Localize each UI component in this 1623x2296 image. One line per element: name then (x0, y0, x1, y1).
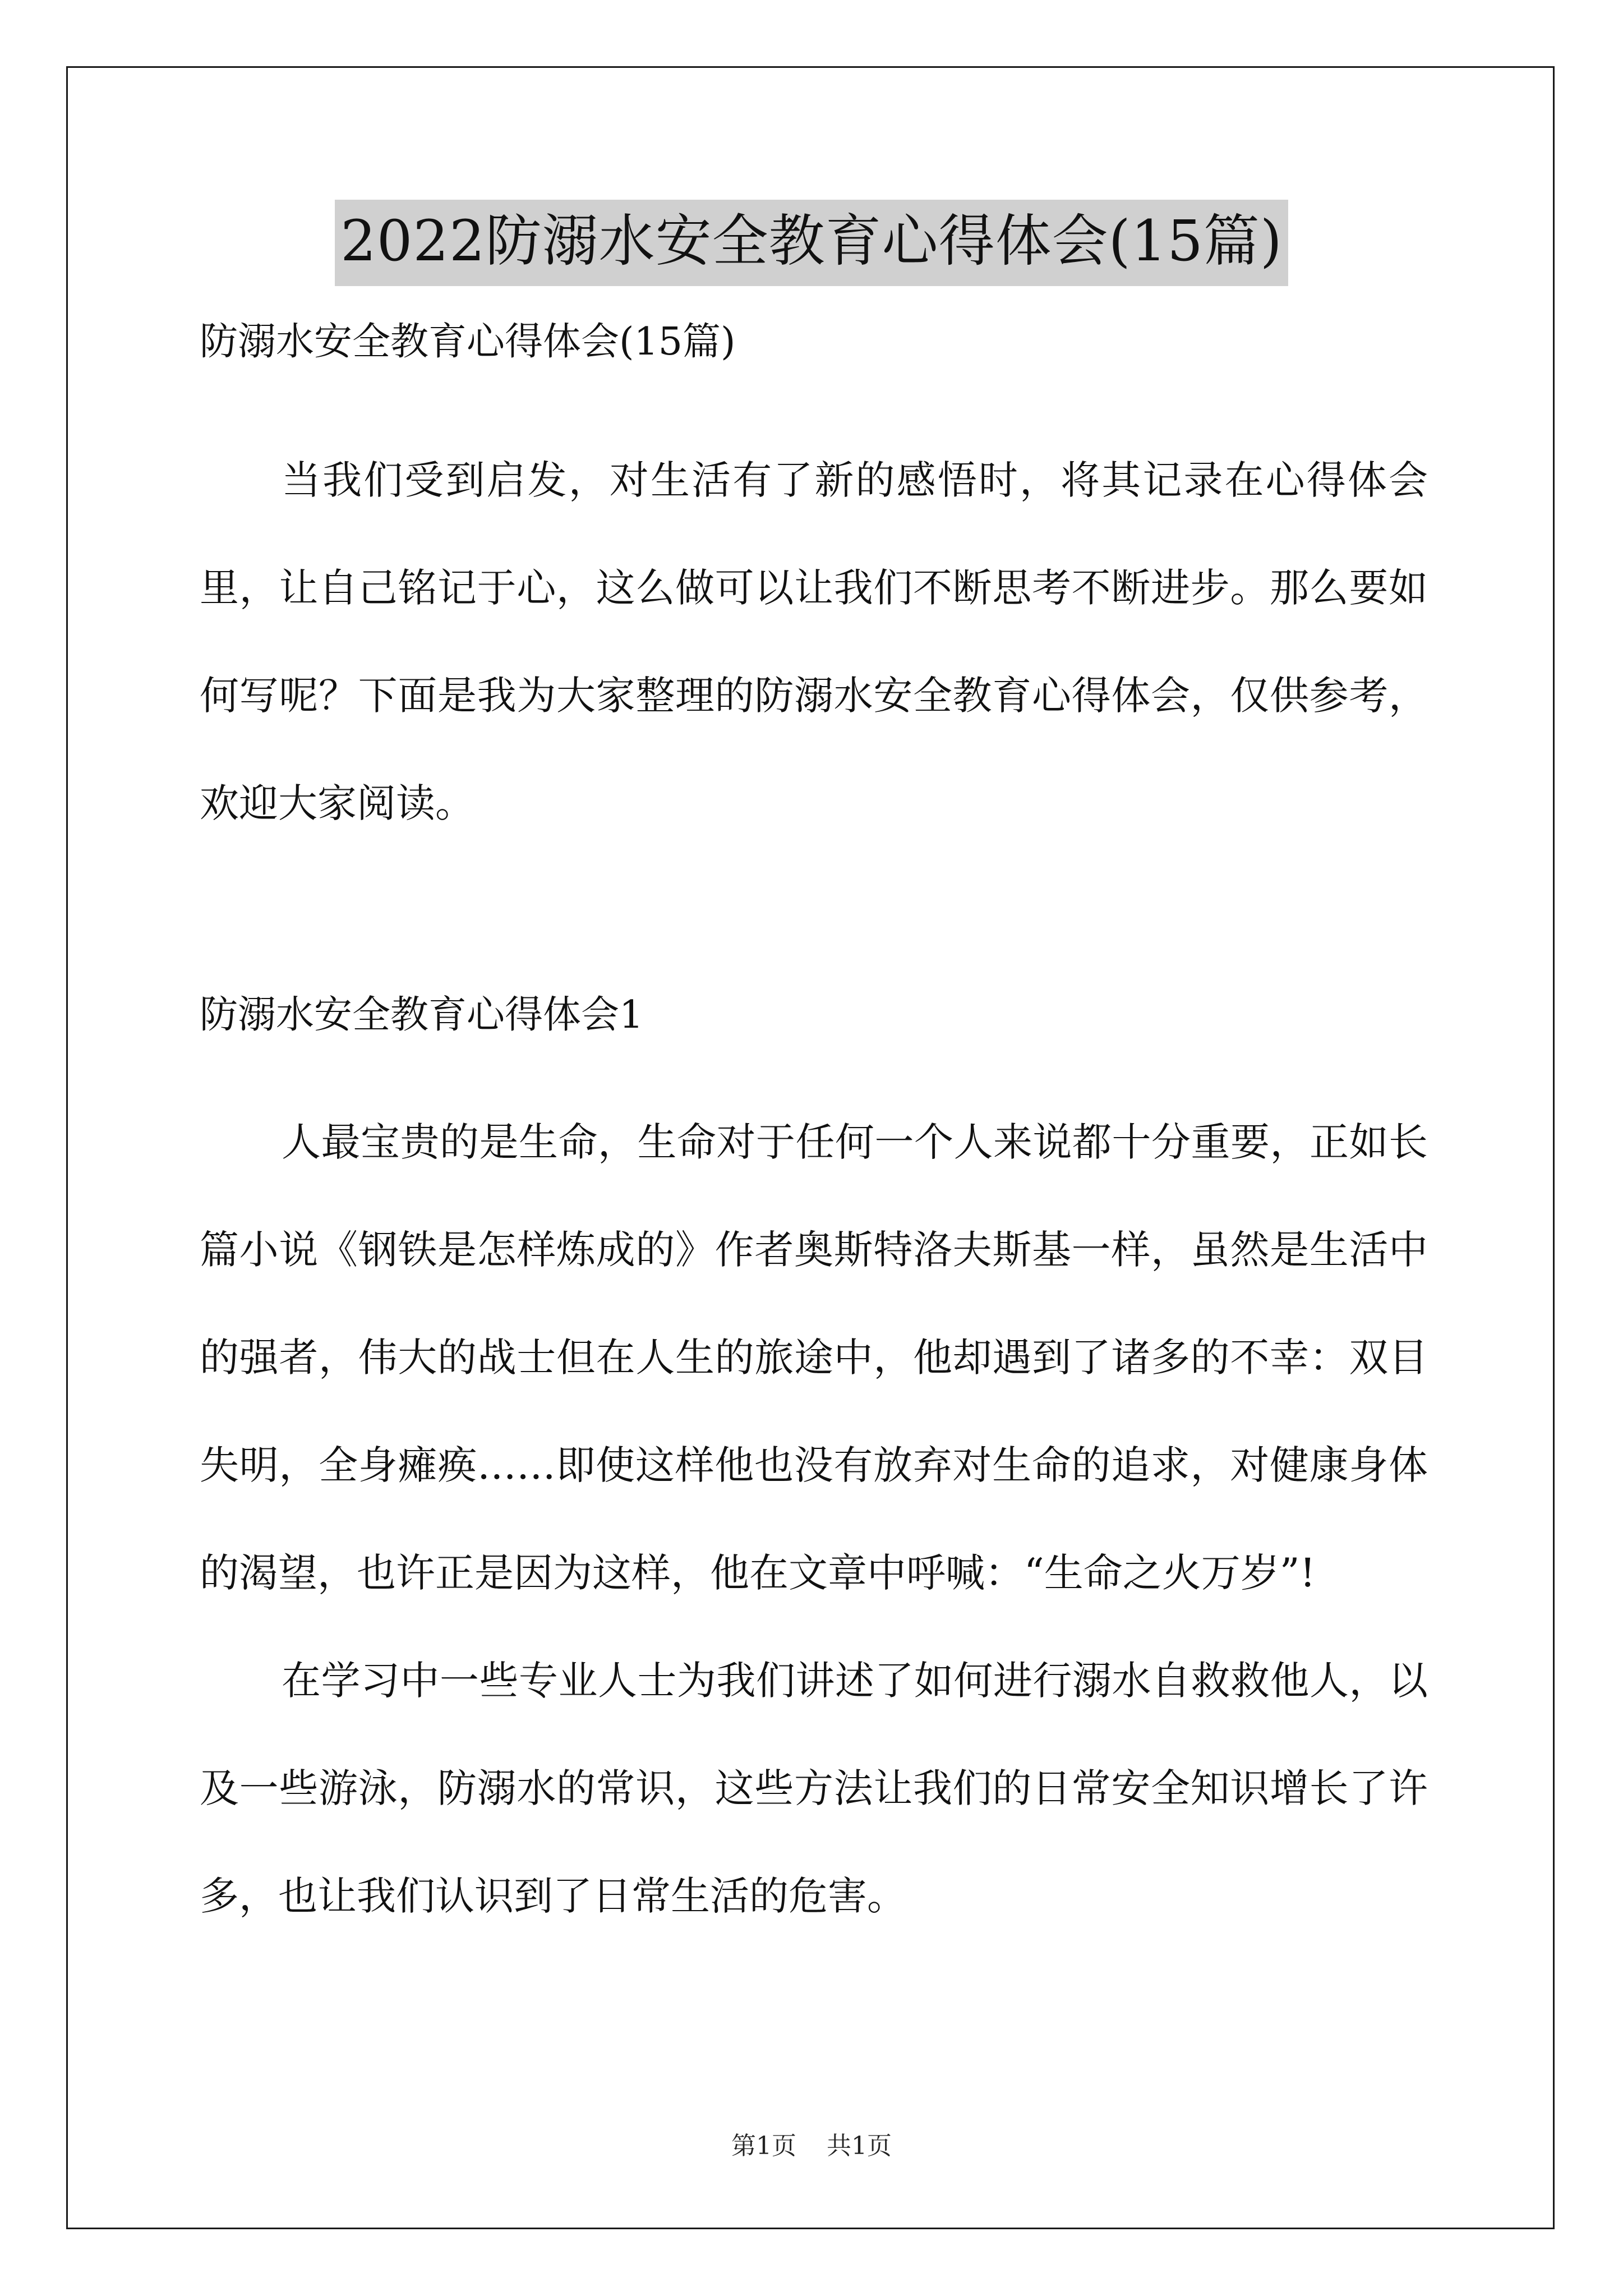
body-paragraph: 在学习中一些专业人士为我们讲述了如何进行溺水自救救他人，以及一些游泳，防溺水的常识，这些方法让我们的日常安全知识增长了许多，也让我们认识到了日常生活的危害。 (200, 1658, 1428, 1919)
document-title: 2022防溺水安全教育心得体会(15篇) (335, 200, 1288, 286)
document-subtitle: 防溺水安全教育心得体会(15篇) (200, 320, 736, 364)
section-spacer (200, 857, 1428, 981)
intro-paragraph: 当我们受到启发，对生活有了新的感悟时，将其记录在心得体会里，让自己铭记于心，这么做可以让我们不断思考不断进步。那么要如何写呢？下面是我为大家整理的防溺水安全教育心得体会，仅供参考，欢迎大家阅读。 (200, 457, 1428, 826)
page-footer (0, 2129, 1623, 2163)
page-number-total: 共1页 (827, 2132, 892, 2160)
page-number-current: 第1页 (731, 2132, 796, 2160)
title-container (0, 200, 1623, 286)
document-body (200, 307, 1428, 1950)
section-heading: 防溺水安全教育心得体会1 (200, 993, 644, 1037)
body-paragraph: 人最宝贵的是生命，生命对于任何一个人来说都十分重要，正如长篇小说《钢铁是怎样炼成的》作者奥斯特洛夫斯基一样，虽然是生活中的强者，伟大的战士但在人生的旅途中，他却遇到了诸多的不幸：双目失明，全身瘫痪……即使这样他也没有放弃对生命的追求，对健康身体的渴望，也许正是因为这样，他在文章中呼喊：“生命之火万岁”! (200, 1119, 1428, 1596)
